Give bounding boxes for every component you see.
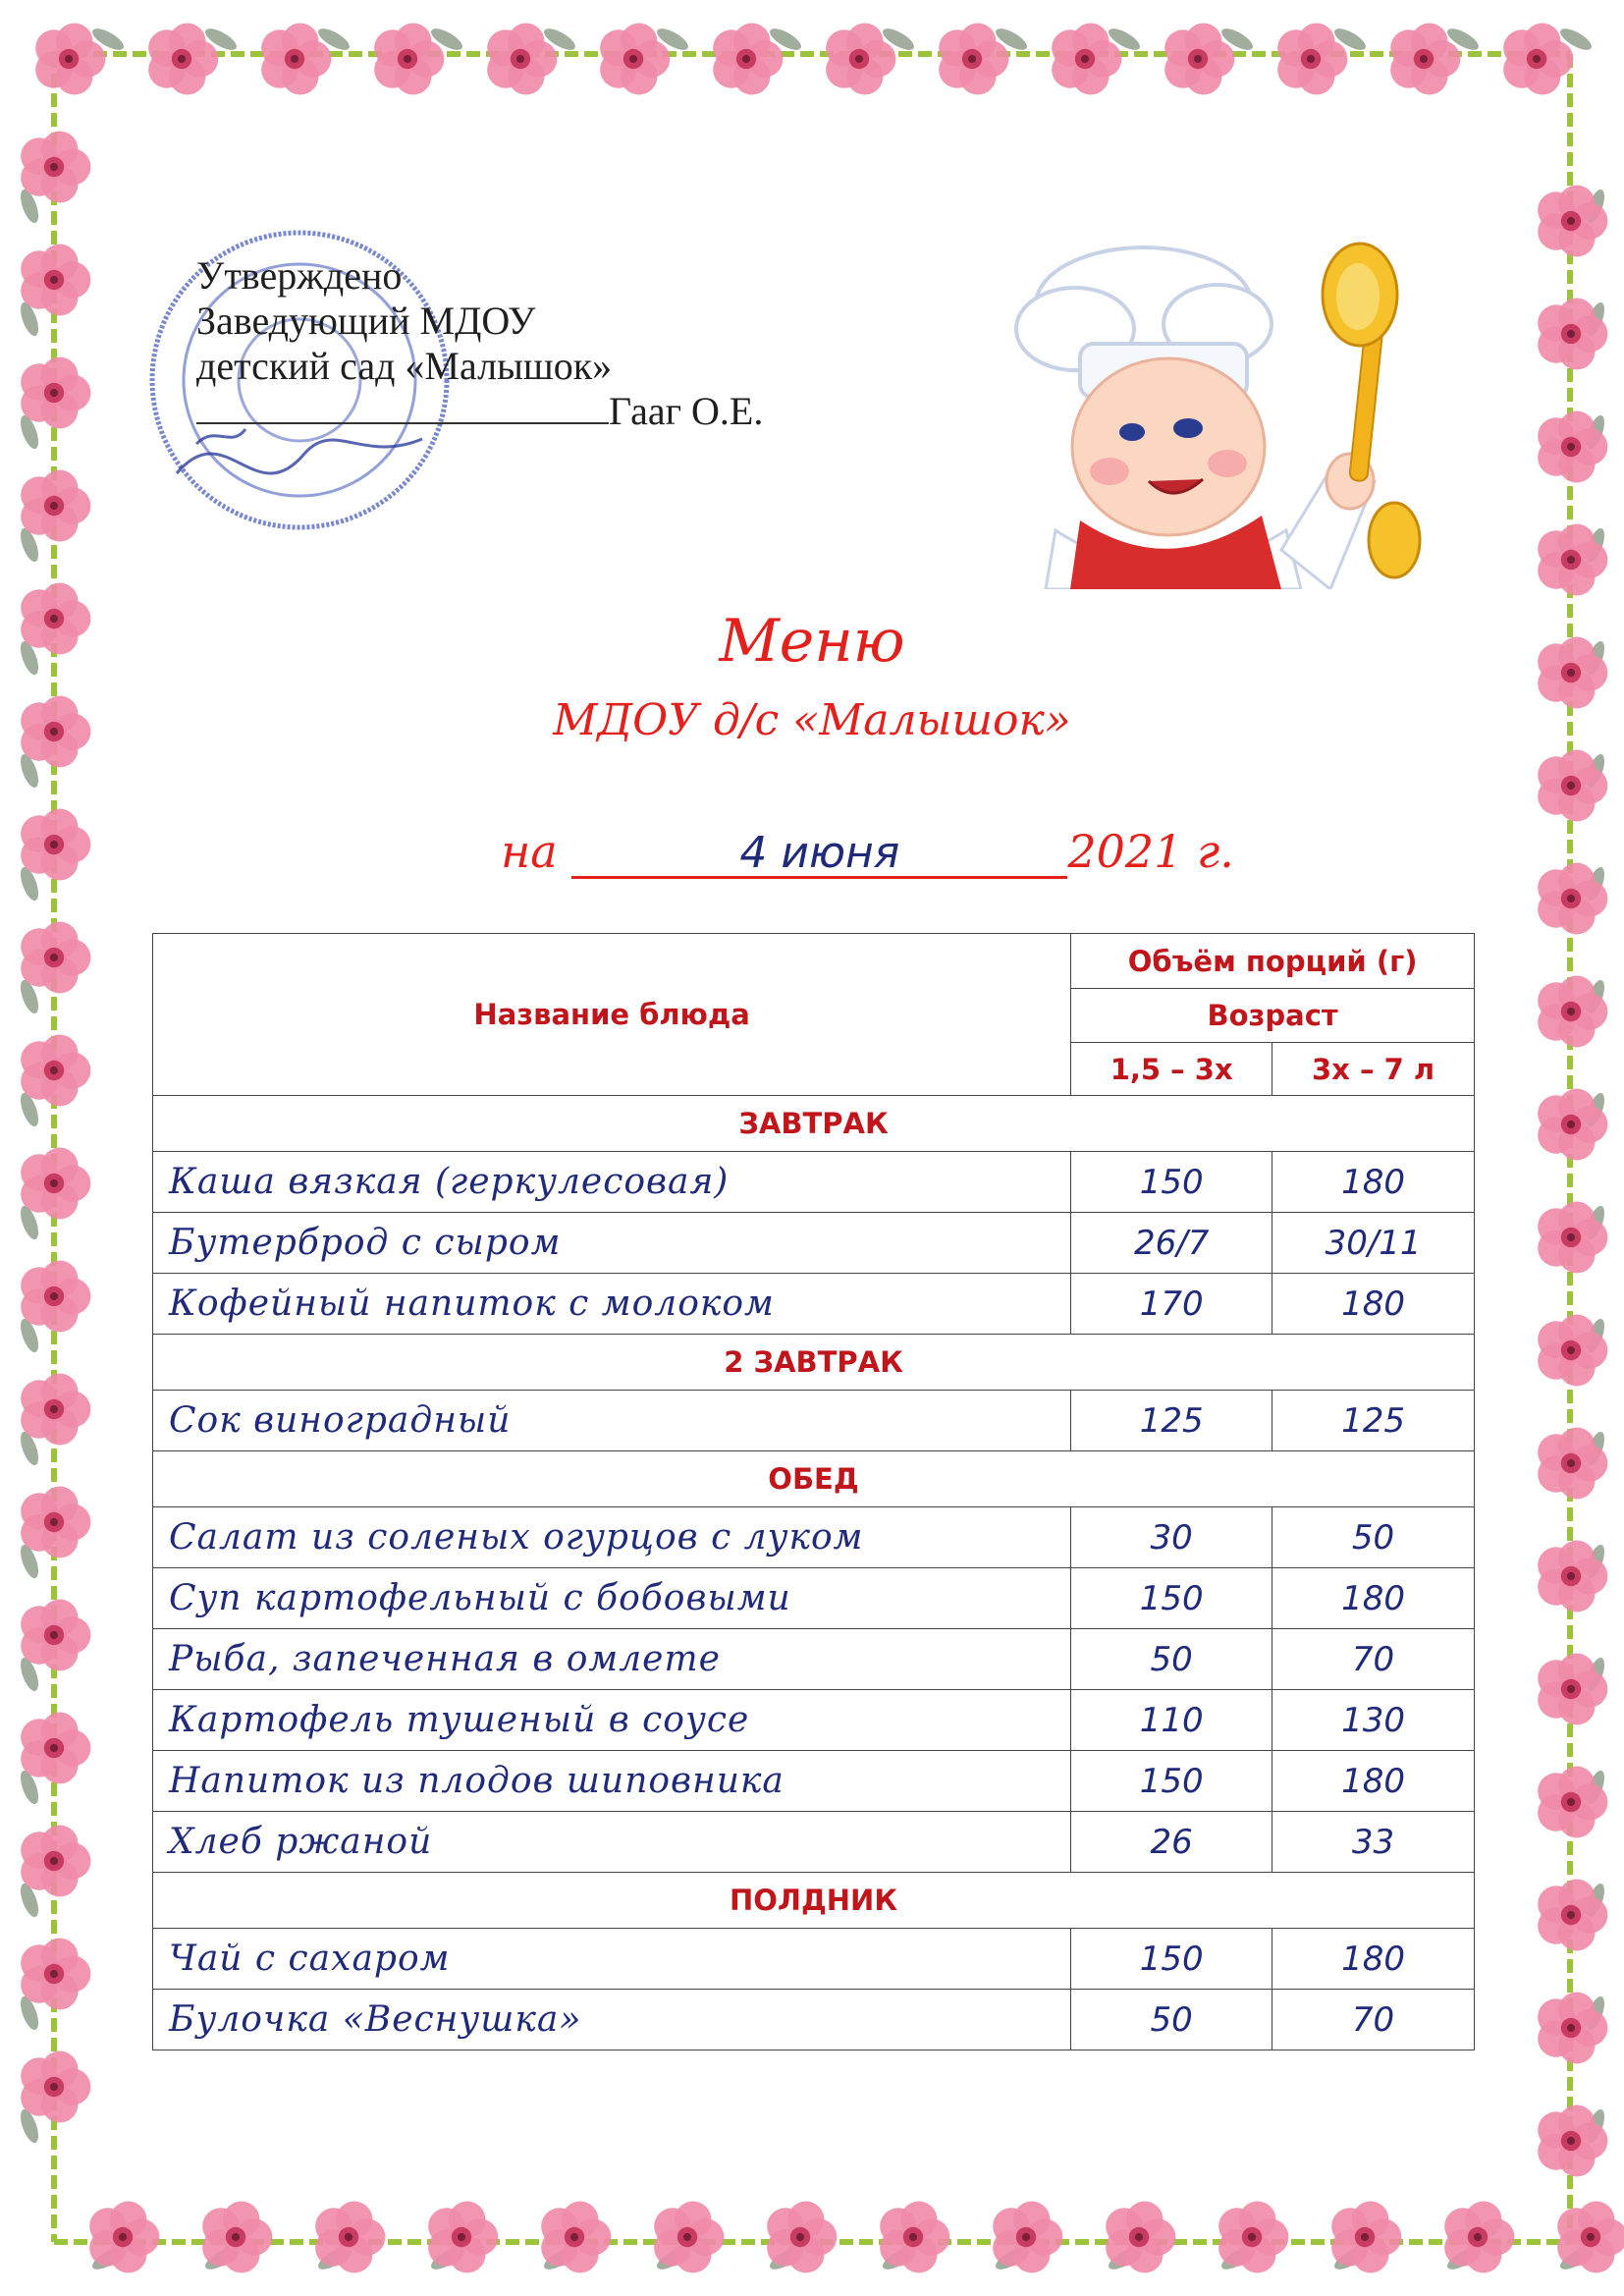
- flower-icon: [1331, 2202, 1401, 2273]
- dish-name: Каша вязкая (геркулесовая): [153, 1152, 1071, 1213]
- col-header-age: Возраст: [1071, 989, 1475, 1043]
- flower-icon: [21, 2051, 90, 2123]
- flower-icon: [21, 1487, 90, 1558]
- section-title: ЗАВТРАК: [153, 1096, 1475, 1152]
- portion-young: 125: [1071, 1391, 1272, 1451]
- portion-young: 150: [1071, 1152, 1272, 1213]
- dish-name: Напиток из плодов шиповника: [153, 1751, 1071, 1812]
- dish-name: Хлеб ржаной: [153, 1812, 1071, 1873]
- portion-older: 70: [1272, 1990, 1475, 2050]
- flower-icon: [993, 2202, 1062, 2273]
- flower-icon: [21, 1035, 90, 1107]
- approval-position: Заведующий МДОУ: [196, 299, 536, 343]
- flower-icon: [767, 2202, 837, 2273]
- portion-older: 180: [1272, 1751, 1475, 1812]
- flower-icon: [21, 357, 90, 429]
- approval-block: [196, 253, 763, 434]
- date-day: 4 июня: [571, 831, 1067, 879]
- portion-older: 33: [1272, 1812, 1475, 1873]
- portion-young: 150: [1071, 1568, 1272, 1629]
- table-row: [153, 1751, 1475, 1812]
- flower-icon: [1106, 2202, 1175, 2273]
- col-header-age-young: 1,5 – 3х: [1071, 1043, 1272, 1096]
- flower-icon: [1557, 2202, 1624, 2273]
- portion-young: 150: [1071, 1929, 1272, 1990]
- flower-icon: [880, 2202, 949, 2273]
- flower-icon: [1218, 2202, 1288, 2273]
- dish-name: Кофейный напиток с молоком: [153, 1274, 1071, 1335]
- menu-table: [152, 933, 1475, 2050]
- page-subtitle: МДОУ д/с «Малышок»: [553, 695, 1071, 745]
- flower-icon: [654, 2202, 724, 2273]
- dish-name: Чай с сахаром: [153, 1929, 1071, 1990]
- dish-name: Бутерброд с сыром: [153, 1213, 1071, 1274]
- portion-young: 26/7: [1071, 1213, 1272, 1274]
- col-header-portion: Объём порций (г): [1071, 934, 1475, 989]
- section-title: ПОЛДНИК: [153, 1873, 1475, 1929]
- page-title: Меню: [719, 607, 905, 676]
- portion-young: 150: [1071, 1751, 1272, 1812]
- section-row: [153, 1096, 1475, 1152]
- table-row: [153, 1568, 1475, 1629]
- dish-name: Картофель тушеный в соусе: [153, 1690, 1071, 1751]
- flower-icon: [541, 2202, 611, 2273]
- section-row: [153, 1335, 1475, 1391]
- date-prefix: на: [501, 825, 558, 878]
- flower-icon: [21, 1600, 90, 1671]
- dish-name: Сок виноградный: [153, 1391, 1071, 1451]
- flower-icon: [21, 1374, 90, 1446]
- portion-older: 180: [1272, 1568, 1475, 1629]
- flower-icon: [21, 922, 90, 994]
- menu-date-line: [501, 825, 1234, 879]
- dish-name: Рыба, запеченная в омлете: [153, 1629, 1071, 1690]
- section-row: [153, 1451, 1475, 1507]
- approval-title: Утверждено: [196, 253, 403, 298]
- portion-young: 30: [1071, 1507, 1272, 1568]
- section-title: 2 ЗАВТРАК: [153, 1335, 1475, 1391]
- table-row: [153, 1690, 1475, 1751]
- flower-icon: [428, 2202, 498, 2273]
- flower-icon: [202, 2202, 272, 2273]
- portion-young: 50: [1071, 1629, 1272, 1690]
- flower-icon: [21, 1148, 90, 1220]
- flower-icon: [1444, 2202, 1514, 2273]
- chef-illustration: [987, 236, 1448, 589]
- flower-icon: [315, 2202, 385, 2273]
- portion-young: 110: [1071, 1690, 1272, 1751]
- dish-name: Булочка «Веснушка»: [153, 1990, 1071, 2050]
- portion-older: 125: [1272, 1391, 1475, 1451]
- flower-icon: [21, 1939, 90, 2010]
- table-row: [153, 1391, 1475, 1451]
- flower-icon: [21, 809, 90, 881]
- approval-organization: детский сад «Малышок»: [196, 344, 613, 388]
- flower-icon: [21, 245, 90, 316]
- table-row: [153, 1929, 1475, 1990]
- date-year: 2021 г.: [1067, 825, 1234, 878]
- signature-line: [196, 389, 609, 424]
- flower-icon: [21, 1261, 90, 1333]
- dish-name: Суп картофельный с бобовыми: [153, 1568, 1071, 1629]
- approval-signatory: Гааг О.Е.: [609, 389, 764, 433]
- table-row: [153, 1812, 1475, 1873]
- flower-icon: [21, 1713, 90, 1784]
- table-row: [153, 1507, 1475, 1568]
- portion-older: 50: [1272, 1507, 1475, 1568]
- table-row: [153, 1213, 1475, 1274]
- flower-icon: [21, 470, 90, 542]
- col-header-age-older: 3х – 7 л: [1272, 1043, 1475, 1096]
- portion-young: 26: [1071, 1812, 1272, 1873]
- portion-young: 170: [1071, 1274, 1272, 1335]
- portion-older: 70: [1272, 1629, 1475, 1690]
- col-header-dish-name: Название блюда: [153, 934, 1071, 1096]
- portion-young: 50: [1071, 1990, 1272, 2050]
- section-title: ОБЕД: [153, 1451, 1475, 1507]
- table-row: [153, 1990, 1475, 2050]
- dish-name: Салат из соленых огурцов с луком: [153, 1507, 1071, 1568]
- portion-older: 180: [1272, 1929, 1475, 1990]
- portion-older: 180: [1272, 1274, 1475, 1335]
- table-row: [153, 1152, 1475, 1213]
- table-row: [153, 1629, 1475, 1690]
- flower-icon: [89, 2202, 159, 2273]
- portion-older: 30/11: [1272, 1213, 1475, 1274]
- portion-older: 130: [1272, 1690, 1475, 1751]
- portion-older: 180: [1272, 1152, 1475, 1213]
- flower-icon: [21, 132, 90, 203]
- table-row: [153, 1274, 1475, 1335]
- section-row: [153, 1873, 1475, 1929]
- flower-icon: [21, 1826, 90, 1897]
